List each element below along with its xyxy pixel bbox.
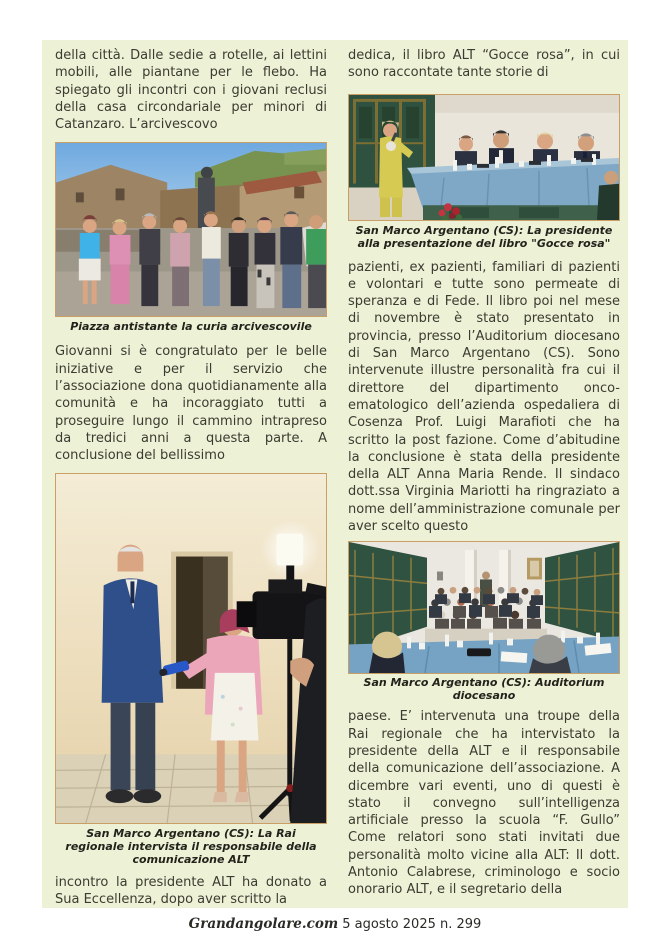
photo-caption-presentazione: San Marco Argentano (CS): La presidente alla presentazione del libro "Gocce rosa" <box>355 223 613 250</box>
body-paragraph: dedica, il libro ALT “Gocce rosa”, in cui sono raccontate tante storie di <box>348 48 620 81</box>
photo-caption-rai: San Marco Argentano (CS): La Rai regionale intervista il responsabile della comunicazione ALT <box>65 826 317 866</box>
photo-piazza-curia <box>55 142 327 317</box>
body-paragraph: paese. E’ intervenuta una troupe della Rai regionale che ha intervistato la presidente della ALT e il responsabile della comunicazione dell’associazione. A dicembre vari eventi, uno di questi è stato il convegno sull’intelligenza artificiale presso la scuola “F. Gullo” Come relatori sono stati invitati due personalità molto vicine alla ALT: Il dott. Antonio Calabrese, criminologo e socio onorario ALT, e il segretario della <box>348 709 620 898</box>
photo-rai-intervista <box>55 473 327 824</box>
photo-caption-piazza: Piazza antistante la curia arcivescovile <box>70 320 312 334</box>
newsletter-page <box>42 40 628 908</box>
footer-brand: Grandangolare.com <box>188 916 339 932</box>
body-paragraph: della città. Dalle sedie a rotelle, ai lettini mobili, alle piantane per le flebo. Ha spiegato gli incontri con i giovani reclusi della casa circondariale per minori di Catanzaro. L’arcivescovo <box>55 48 327 133</box>
right-column <box>348 47 620 908</box>
footer-issue-info: 5 agosto 2025 n. 299 <box>338 917 482 932</box>
page-footer <box>0 916 670 932</box>
photo-auditorium-diocesano <box>348 541 620 674</box>
photo-presentazione-gocce-rosa <box>348 94 620 221</box>
body-paragraph: Giovanni si è congratulato per le belle iniziative e per il servizio che l’associazione dona quotidianamente alla comunità e ha incoraggiato tutti a proseguire lungo il cammino intrapreso da tredici anni a questa parte. A conclusione del bellissimo <box>55 344 327 464</box>
body-paragraph: pazienti, ex pazienti, familiari di pazienti e volontari e tutte sono permeate di speranza e di Fede. Il libro poi nel mese di novembre è stato presentato in provincia, presso l’Auditorium diocesano di San Marco Argentano (CS). Sono intervenute illustre personalità fra cui il direttore del dipartimento onco-ematologico dell’azienda ospedaliera di Cosenza Prof. Luigi Marafioti che ha scritto la post fazione. Come d’abitudine la conclusione è stata della presidente della ALT Anna Maria Rende. Il sindaco dott.ssa Virginia Mariotti ha ringraziato a nome dell’amministrazione comunale per aver scelto questo <box>348 259 620 535</box>
body-paragraph: incontro la presidente ALT ha donato a Sua Eccellenza, dopo aver scritto la <box>55 874 327 907</box>
photo-caption-auditorium: San Marco Argentano (CS): Auditorium diocesano <box>363 676 605 703</box>
left-column <box>55 47 327 908</box>
